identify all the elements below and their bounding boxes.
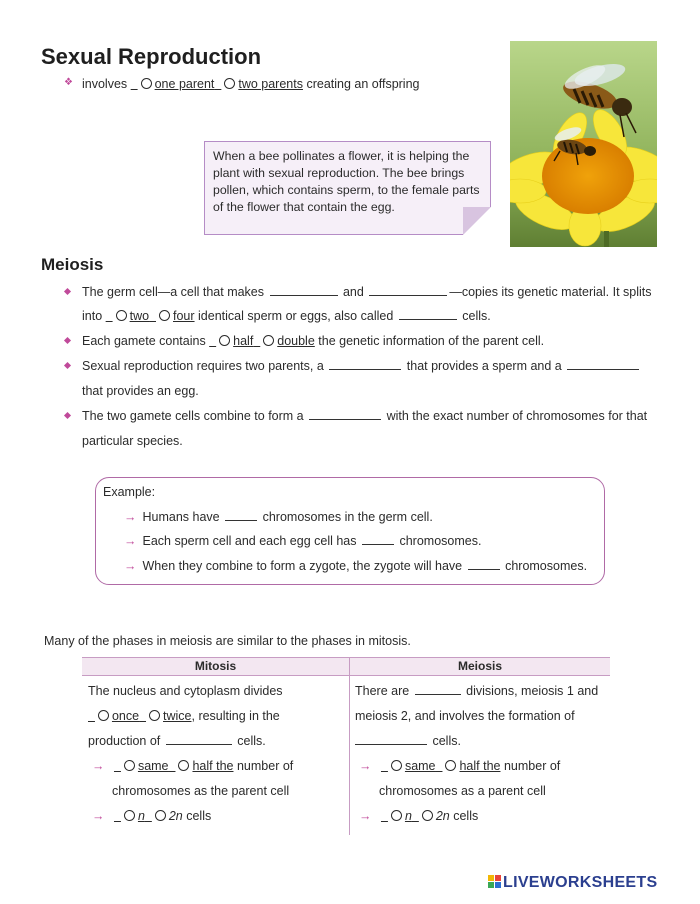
text: the genetic information of the parent cell.: [318, 334, 545, 348]
meiosis-bullet-2: [82, 333, 544, 349]
options-once-twice: [88, 709, 192, 723]
option-label: two parents: [238, 77, 303, 91]
option-label: once: [111, 709, 140, 723]
meiosis-bullet-4-cont: particular species.: [82, 434, 183, 448]
blank-field[interactable]: [309, 408, 381, 420]
option-label: one parent: [154, 77, 215, 91]
arrow-right-icon: →: [124, 510, 137, 524]
radio-2n[interactable]: [155, 810, 166, 821]
meiosis-row-3: [355, 733, 461, 749]
option-label: 2n: [168, 809, 183, 823]
radio-half-the[interactable]: [445, 760, 456, 771]
meiosis-bullet-4: [82, 408, 647, 424]
logo-text: LIVEWORKSHEETS: [503, 874, 658, 891]
options-two-four: [106, 309, 195, 323]
callout-text: When a bee pollinates a flower, it is helping the plant with sexual reproduction. The bee brings pollen, which contains sperm, to the female parts of the flower that contain the egg.: [213, 149, 480, 214]
arrow-right-icon: →: [359, 809, 372, 823]
text: Each sperm cell and each egg cell has: [142, 534, 357, 548]
radio-twice[interactable]: [149, 710, 160, 721]
meiosis-bullet-1-cont: [82, 308, 491, 324]
radio-n[interactable]: [391, 810, 402, 821]
page-fold-corner: [463, 207, 491, 235]
arrow-right-icon: →: [92, 759, 105, 773]
text: chromosomes in the germ cell.: [262, 510, 433, 524]
meiosis-row-5: chromosomes as a parent cell: [379, 784, 546, 798]
page-title: Sexual Reproduction: [41, 44, 262, 69]
text: number of: [236, 759, 294, 773]
radio-n[interactable]: [124, 810, 135, 821]
intro-line: [82, 76, 420, 92]
arrow-right-icon: →: [359, 759, 372, 773]
text: cells.: [237, 734, 266, 748]
text: number of: [503, 759, 561, 773]
example-line-1: [124, 509, 433, 525]
text: The germ cell—a cell that makes: [82, 285, 265, 299]
mitosis-row-3: [88, 733, 266, 749]
radio-four[interactable]: [159, 310, 170, 321]
text: cells.: [462, 309, 491, 323]
arrow-right-icon: →: [92, 809, 105, 823]
meiosis-bullet-3-cont: that provides an egg.: [82, 384, 199, 398]
option-label: same: [137, 759, 169, 773]
text: cells.: [432, 734, 461, 748]
bullet-icon: [64, 362, 71, 369]
radio-two[interactable]: [116, 310, 127, 321]
text: The two gamete cells combine to form a: [82, 409, 304, 423]
mitosis-row-6: [92, 808, 211, 824]
text: Sexual reproduction requires two parents, a: [82, 359, 324, 373]
blank-field[interactable]: [567, 358, 639, 370]
blank-field[interactable]: [369, 284, 447, 296]
table-header-meiosis: Meiosis: [350, 657, 610, 676]
option-label: n: [404, 809, 412, 823]
meiosis-row-6: [359, 808, 478, 824]
bee-flower-illustration: [510, 41, 657, 247]
meiosis-heading: Meiosis: [41, 255, 104, 274]
text: production of: [88, 734, 161, 748]
liveworksheets-logo: [488, 874, 657, 892]
options-half-double: [209, 334, 315, 348]
radio-2n[interactable]: [422, 810, 433, 821]
meiosis-bullet-3: [82, 358, 641, 374]
intro-lead: involves: [82, 77, 128, 91]
mitosis-row-1: The nucleus and cytoplasm divides: [88, 684, 283, 698]
blank-field[interactable]: [329, 358, 401, 370]
intro-options: [131, 77, 303, 91]
option-label: n: [137, 809, 145, 823]
options-same-half: [114, 759, 234, 773]
radio-two-parents[interactable]: [224, 78, 235, 89]
text: When they combine to form a zygote, the zygote will have: [142, 559, 463, 573]
meiosis-row-1: [355, 683, 598, 699]
radio-same[interactable]: [124, 760, 135, 771]
radio-one-parent[interactable]: [141, 78, 152, 89]
text: cells: [453, 809, 479, 823]
callout-box: [204, 141, 491, 235]
options-same-half: [381, 759, 501, 773]
text: into: [82, 309, 103, 323]
example-line-2: [124, 533, 481, 549]
radio-same[interactable]: [391, 760, 402, 771]
blank-field[interactable]: [225, 509, 257, 521]
radio-half-the[interactable]: [178, 760, 189, 771]
arrow-right-icon: →: [124, 559, 137, 573]
option-label: half the: [459, 759, 501, 773]
table-divider: [349, 657, 350, 835]
blank-field[interactable]: [399, 308, 457, 320]
example-line-3: [124, 558, 587, 574]
option-label: four: [173, 309, 195, 323]
options-n-2n: [114, 809, 169, 823]
bullet-icon: [64, 288, 71, 295]
bullet-icon: ❖: [64, 77, 73, 88]
text: chromosomes.: [505, 559, 588, 573]
text: cells: [186, 809, 212, 823]
option-label: two: [129, 309, 150, 323]
blank-field[interactable]: [270, 284, 338, 296]
option-label: same: [404, 759, 436, 773]
meiosis-row-2: meiosis 2, and involves the formation of: [355, 709, 575, 723]
bee-flower-photo: [510, 41, 657, 247]
text: with the exact number of chromosomes for that: [386, 409, 648, 423]
blank-field[interactable]: [362, 533, 394, 545]
text: that provides a sperm and a: [406, 359, 562, 373]
text: There are: [355, 684, 410, 698]
option-label: twice: [163, 709, 192, 723]
logo-mark-icon: [488, 875, 502, 889]
table-header-mitosis: Mitosis: [82, 657, 349, 676]
text: —copies its genetic material. It splits: [449, 285, 652, 299]
intro-tail: creating an offspring: [306, 77, 420, 91]
compare-intro: Many of the phases in meiosis are similar to the phases in mitosis.: [44, 634, 411, 648]
bullet-icon: [64, 412, 71, 419]
option-label: half: [233, 334, 254, 348]
mitosis-row-5: chromosomes as the parent cell: [112, 784, 290, 798]
text: divisions, meiosis 1 and: [466, 684, 599, 698]
meiosis-row-4: [359, 758, 560, 774]
text: Each gamete contains: [82, 334, 206, 348]
meiosis-bullet-1: [82, 284, 652, 300]
option-label: double: [277, 334, 315, 348]
text: Humans have: [142, 510, 220, 524]
text: identical sperm or eggs, also called: [198, 309, 394, 323]
blank-field[interactable]: [415, 683, 461, 695]
radio-double[interactable]: [263, 335, 274, 346]
option-label: half the: [192, 759, 234, 773]
radio-half[interactable]: [219, 335, 230, 346]
blank-field[interactable]: [166, 733, 232, 745]
text: and: [342, 285, 364, 299]
options-n-2n: [381, 809, 436, 823]
mitosis-row-2: [88, 708, 280, 724]
radio-once[interactable]: [98, 710, 109, 721]
bullet-icon: [64, 337, 71, 344]
option-label: 2n: [435, 809, 450, 823]
arrow-right-icon: →: [124, 534, 137, 548]
example-label: Example:: [103, 485, 156, 499]
blank-field[interactable]: [355, 733, 427, 745]
blank-field[interactable]: [468, 558, 500, 570]
text: , resulting in the: [191, 709, 280, 723]
text: chromosomes.: [399, 534, 482, 548]
mitosis-row-4: [92, 758, 293, 774]
